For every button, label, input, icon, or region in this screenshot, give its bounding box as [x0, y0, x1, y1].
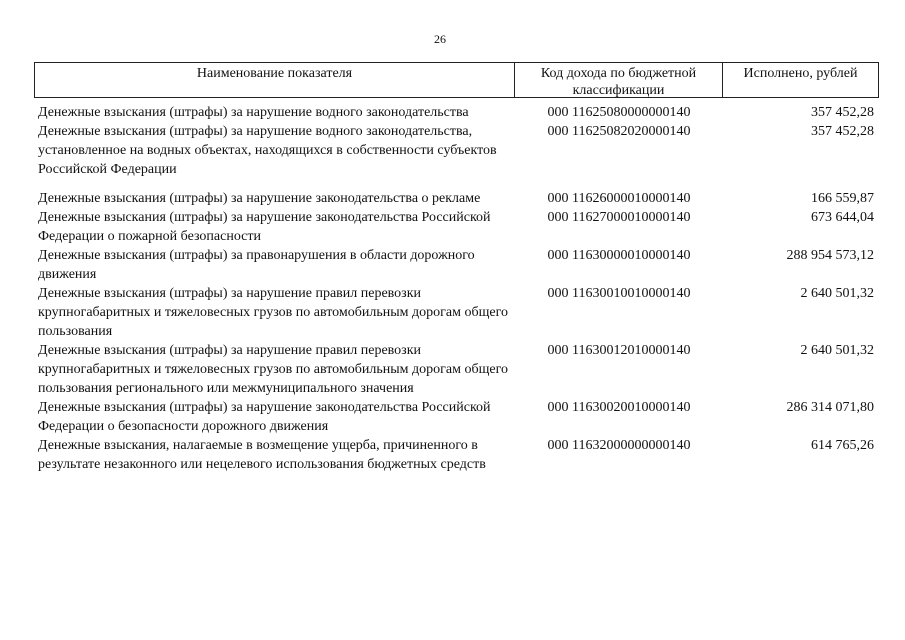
table-row [38, 246, 878, 284]
row-name: Денежные взыскания (штрафы) за нарушение водного законодательства, установленное на водных объектах, находящихся в собственности субъектов Российской Федерации [38, 124, 497, 177]
header-sum: Исполнено, рублей [743, 66, 858, 81]
row-code: 000 11632000000000140 [547, 438, 691, 453]
row-sum: 288 954 573,12 [786, 248, 874, 263]
row-name: Денежные взыскания (штрафы) за нарушение правил перевозки крупногабаритных и тяжеловесных грузов по автомобильным дорогам общего пользования [38, 286, 508, 339]
row-sum: 357 452,28 [811, 105, 874, 120]
row-sum: 2 640 501,32 [800, 343, 874, 358]
table-row [38, 341, 878, 398]
row-code: 000 11625080000000140 [547, 105, 691, 120]
table-row [38, 436, 878, 474]
row-name: Денежные взыскания (штрафы) за нарушение водного законодательства [38, 105, 469, 120]
row-sum: 166 559,87 [811, 191, 874, 206]
table-row [38, 208, 878, 246]
row-sum: 286 314 071,80 [786, 400, 874, 415]
header-name: Наименование показателя [35, 63, 515, 97]
table-body [38, 103, 878, 474]
row-name: Денежные взыскания, налагаемые в возмещение ущерба, причиненного в результате незаконного или нецелевого использования бюджетных средств [38, 438, 486, 472]
row-sum: 357 452,28 [811, 124, 874, 139]
row-code: 000 11626000010000140 [547, 191, 691, 206]
table-row [38, 284, 878, 341]
row-name: Денежные взыскания (штрафы) за правонарушения в области дорожного движения [38, 248, 475, 282]
row-name: Денежные взыскания (штрафы) за нарушение законодательства о рекламе [38, 191, 481, 206]
row-name: Денежные взыскания (штрафы) за нарушение законодательства Российской Федерации о пожарной безопасности [38, 210, 491, 244]
row-sum: 673 644,04 [811, 210, 874, 225]
table-header [34, 62, 879, 98]
row-sum: 614 765,26 [811, 438, 874, 453]
row-code: 000 11630000010000140 [547, 248, 691, 263]
header-code: Код дохода по бюджетной классификации [515, 63, 723, 97]
table-row [38, 398, 878, 436]
row-sum: 2 640 501,32 [800, 286, 874, 301]
page-number: 26 [434, 32, 446, 46]
row-code: 000 11627000010000140 [547, 210, 691, 225]
row-code: 000 11630010010000140 [547, 286, 691, 301]
table-row [38, 189, 878, 208]
row-name: Денежные взыскания (штрафы) за нарушение законодательства Российской Федерации о безопасности дорожного движения [38, 400, 491, 434]
table-row [38, 122, 878, 179]
table-row [38, 103, 878, 122]
row-name: Денежные взыскания (штрафы) за нарушение правил перевозки крупногабаритных и тяжеловесных грузов по автомобильным дорогам общего пользования регионального или межмуниципального значения [38, 343, 508, 396]
row-code: 000 11630020010000140 [547, 400, 691, 415]
row-code: 000 11625082020000140 [547, 124, 691, 139]
row-code: 000 11630012010000140 [547, 343, 691, 358]
